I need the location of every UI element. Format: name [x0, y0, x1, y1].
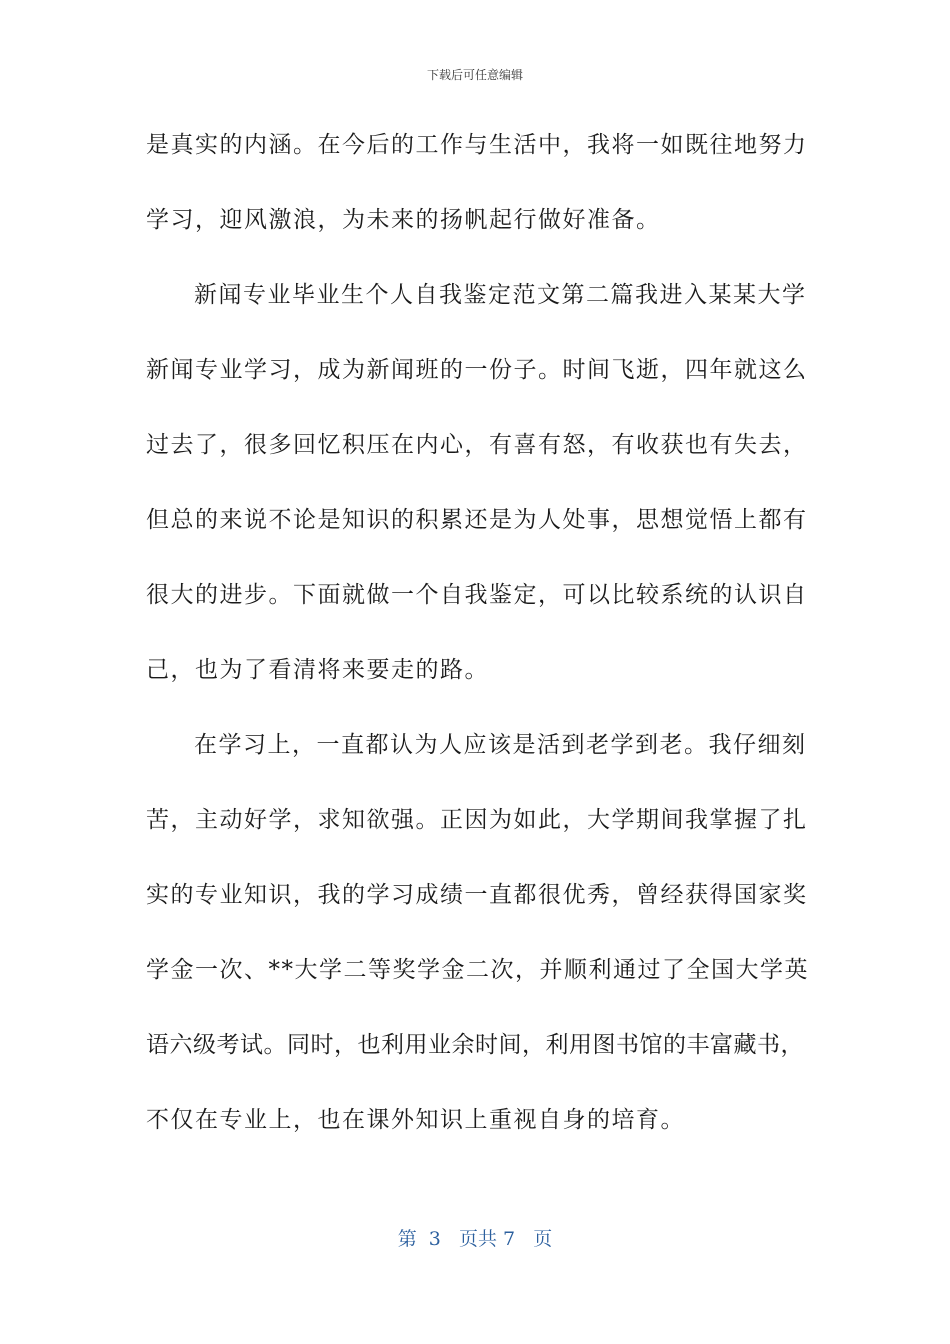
body-line: 学习，迎风激浪，为未来的扬帆起行做好准备。	[146, 207, 661, 233]
body-line: 不仅在专业上，也在课外知识上重视自身的培育。	[146, 1107, 685, 1133]
header-note: 下载后可任意编辑	[426, 68, 523, 82]
body-line: 语六级考试。同时，也利用业余时间，利用图书馆的丰富藏书，	[146, 1032, 804, 1058]
body-line: 是真实的内涵。在今后的工作与生活中，我将一如既往地努力	[146, 132, 808, 158]
page-number: 第 3 页共 7 页	[397, 1228, 553, 1250]
body-line: 实的专业知识，我的学习成绩一直都很优秀，曾经获得国家奖	[146, 882, 808, 908]
body-line: 苦，主动好学，求知欲强。正因为如此，大学期间我掌握了扎	[146, 807, 808, 833]
body-line: 新闻专业学习，成为新闻班的一份子。时间飞逝，四年就这么	[146, 357, 808, 383]
body-line: 学金一次、**大学二等奖学金二次，并顺利通过了全国大学英	[146, 957, 809, 983]
body-line: 己，也为了看清将来要走的路。	[146, 657, 489, 683]
body-line: 新闻专业毕业生个人自我鉴定范文第二篇我进入某某大学	[194, 282, 807, 308]
body-line: 过去了，很多回忆积压在内心，有喜有怒，有收获也有失去，	[146, 432, 808, 458]
body-line: 但总的来说不论是知识的积累还是为人处事，思想觉悟上都有	[146, 507, 808, 533]
body-line: 很大的进步。下面就做一个自我鉴定，可以比较系统的认识自	[146, 582, 808, 608]
body-line: 在学习上，一直都认为人应该是活到老学到老。我仔细刻	[194, 732, 807, 758]
document-body	[146, 120, 814, 1170]
